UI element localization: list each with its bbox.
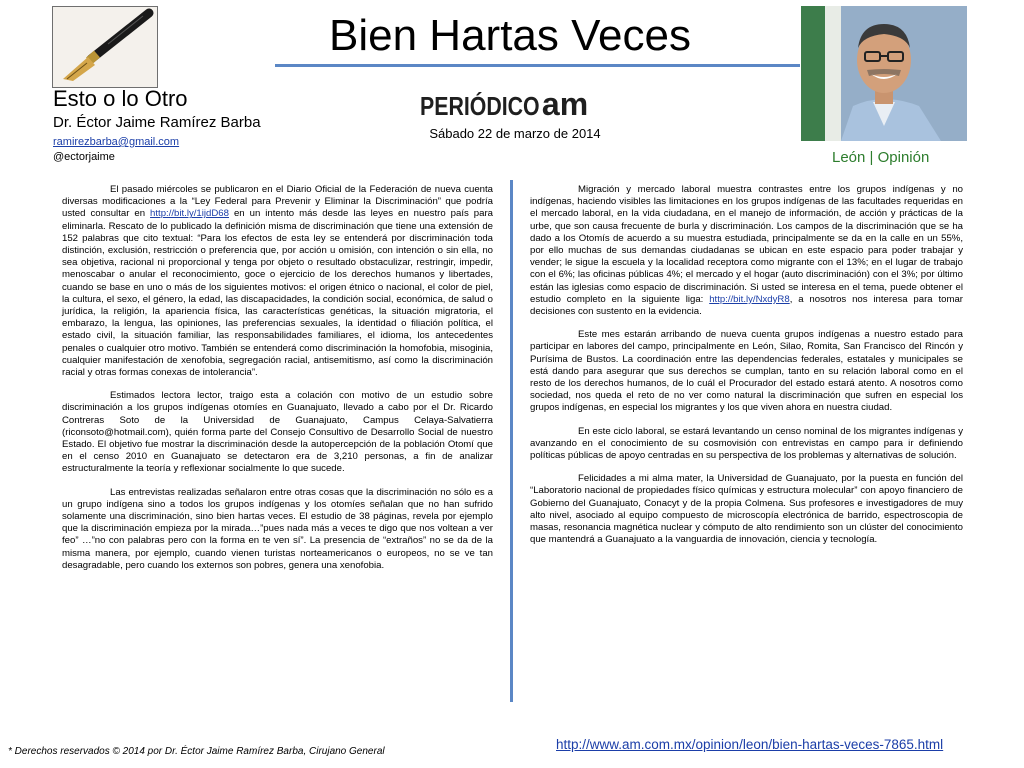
fountain-pen-icon xyxy=(52,6,158,88)
article-link[interactable]: http://bit.ly/NxdyR8 xyxy=(709,293,790,305)
copyright-notice: * Derechos reservados © 2014 por Dr. Éctor Jaime Ramírez Barba, Cirujano General xyxy=(8,746,385,757)
article-paragraph: En este ciclo laboral, se estará levantando un censo nominal de los migrantes indígenas y avanzando en el conocimiento de su cosmovisión con entrevistas en campo para ir definiendo políticas públicas de apoyo centradas en su perspectiva de los problemas y alternativas de solución. xyxy=(530,425,963,462)
title-divider xyxy=(275,64,800,67)
source-url-link[interactable]: http://www.am.com.mx/opinion/leon/bien-hartas-veces-7865.html xyxy=(556,737,944,752)
author-twitter: @ectorjaime xyxy=(53,151,115,163)
column-divider xyxy=(510,180,513,702)
author-photo xyxy=(801,6,967,141)
author-email-link[interactable]: ramirezbarba@gmail.com xyxy=(53,136,180,148)
section-label: León | Opinión xyxy=(832,149,930,166)
newspaper-logo-suffix: am xyxy=(541,86,589,122)
article-paragraph: Felicidades a mi alma mater, la Universidad de Guanajuato, por la puesta en función del “Laboratorio nacional de propiedades físico químicas y estructura molecular” con apoyo financiero de Gobierno del Guanajuato, Conacyt y de la propia Colmena. Sus profesores e investigadores de muy alto nivel, asociado al equipo compuesto de microscopía electrónica de barrido, espectroscopia de masas, resonancia magnética nuclear y cómputo de alto rendimiento son un clúster del conocimiento que mantendrá a Guanajuato a la vanguardia de innovación, ciencia y tecnología. xyxy=(530,473,963,546)
article-paragraph: Estimados lectora lector, traigo esta a colación con motivo de un estudio sobre discriminación a los grupos indígenas otomíes en Guanajuato, llevado a cabo por el Dr. Ricardo Contreras Soto de la Universidad de Guanajuato, Campus Celaya-Salvatierra (riconsoto@hotmail.com), quién forma parte del Consejo Consultivo de Desarrollo Social de nuestro Estado. El objetivo fue mostrar la discriminación desde la autopercepción de la población Otomí que en el censo 2010 en Guanajuato se detectaron era de 3,210 personas, a fin de analizar estructuralmente la teoría y reflexionar socialmente lo que sucede. xyxy=(62,390,493,475)
article-column-right xyxy=(530,184,963,557)
article-paragraph: Migración y mercado laboral muestra contrastes entre los grupos indígenas y no indígenas, haciendo visibles las limitaciones en los grupos indígenas de las facultades requeridas en el mercado laboral, en la vida ciudadana, en el manejo de información, de acción y prácticas de la urbe, que son causa frecuente de burla y discriminación. Los campos de la discriminación que se ha dado a los Otomís de acuerdo a su muestra estudiada, principalmente se da en la calle en un 55%, por ello muchas de sus demandas ciudadanas se ubican en este espacio para poder trabajar y vender; le sigue la escuela y la localidad receptora como migrante con el 13%; en el lugar de trabajo con el 6%; las oficinas públicas 4%; el mercado y el hogar (auto discriminación) con el 3%; por último están las iglesias como espacio de discriminación. Si usted se interesa en el tema, puede obtener el estudio completo en la siguiente liga: http://bit.ly/NxdyR8, a nosotros nos interesa para tomar decisiones con sustento en la evidencia. xyxy=(530,184,963,318)
page-title: Bien Hartas Veces xyxy=(329,11,691,60)
author-name: Dr. Éctor Jaime Ramírez Barba xyxy=(53,114,261,131)
newspaper-logo xyxy=(420,86,589,122)
article-link[interactable]: http://bit.ly/1ijdD68 xyxy=(150,208,229,220)
article-paragraph: El pasado miércoles se publicaron en el Diario Oficial de la Federación de nueva cuenta diversas modificaciones a la “Ley Federal para Prevenir y Eliminar la Discriminación” que podría usted consultar en http://bit.ly/1ijdD68 en un intento más desde las leyes en nuestro país para eliminarla. Rescato de lo publicado la definición misma de discriminación que tiene una extensión de 152 palabras que cito textual: “Para los efectos de esta ley se entenderá por discriminación toda distinción, exclusión, restricción o preferencia que, por acción u omisión, con intención o sin ella, no sea objetiva, racional ni proporcional y tenga por objeto o resultado obstaculizar, restringir, impedir, menoscabar o anular el reconocimiento, goce o ejercicio de los derechos humanos y libertades, cuando se base en uno o más de los siguientes motivos: el origen étnico o nacional, el color de piel, la cultura, el sexo, el género, la edad, las discapacidades, la condición social, económica, de salud o jurídica, la religión, la apariencia física, las características genéticas, la situación migratoria, el embarazo, la lengua, las opiniones, las preferencias sexuales, la identidad o filiación política, el estado civil, la situación familiar, las responsabilidades familiares, el idioma, los antecedentes penales o cualquier otro motivo. También se entenderá como discriminación la homofobia, misoginia, cualquier manifestación de xenofobia, segregación racial, antisemitismo, así como la discriminación racial y otras formas conexas de intolerancia”. xyxy=(62,184,493,379)
newspaper-logo-text: PERIÓDICO xyxy=(420,91,540,121)
column-name: Esto o lo Otro xyxy=(53,86,188,111)
article-paragraph: Las entrevistas realizadas señalaron entre otras cosas que la discriminación no sólo es a un grupo indígena sino a todos los grupos indígenas y los otomíes señalan que no han sufrido solamente una discriminación, sino bien hartas veces. El estudio de 38 páginas, revela por ejemplo que la discriminación empieza por la mirada…”pues nada más a veces te digo que nos voltean a ver feo” …”no con palabras pero con la forma en te ven sí”. La presencia de “extraños” no se da de la misma manera, por ejemplo, cuando vienen turistas norteamericanos o europeos, no se ve tan desagradable, pero cuando los externos son pobres, genera una xenofobia. xyxy=(62,486,493,571)
article-column-left xyxy=(62,184,493,583)
article-paragraph: Este mes estarán arribando de nueva cuenta grupos indígenas a nuestro estado para participar en labores del campo, principalmente en León, Silao, Romita, San Francisco del Rincón y Purísima de Bustos. La coordinación entre las dependencias federales, estatales y municipales se está dando para asegurar que sus derechos se cumplan, tanto en su relación laboral como en el resto de los derechos humanos, de lo cuál el Procurador del estado estará atento. A nosotros como sociedad, nos queda el reto de no ver como natural la discriminación que sufren en especial los grupos indígenas, en especial los migrantes y los que viven ahora en nuestra ciudad. xyxy=(530,329,963,414)
publication-date: Sábado 22 de marzo de 2014 xyxy=(429,126,601,141)
